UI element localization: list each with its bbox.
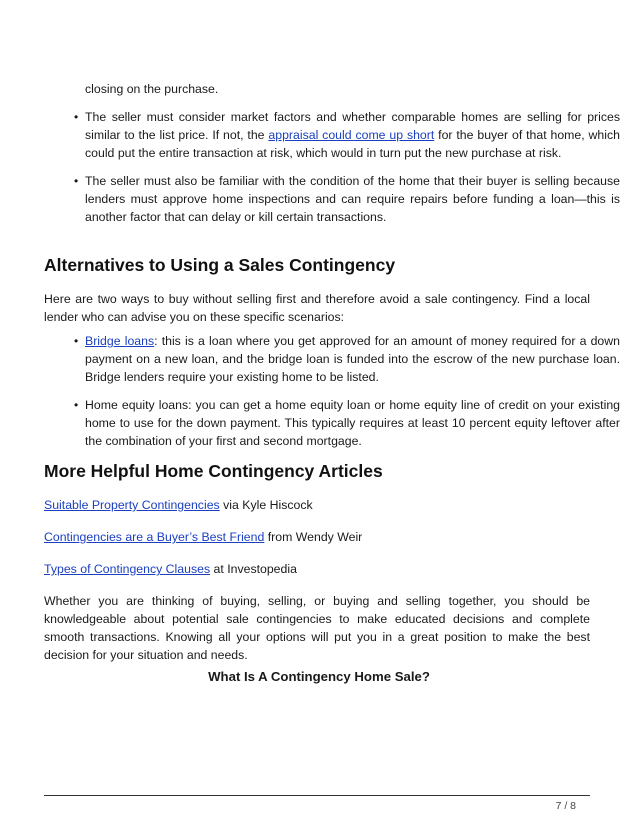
page-number: 7 / 8 (555, 800, 576, 812)
list-item-text: Home equity loans: you can get a home equity loan or home equity line of credit on your existing home to use for the down payment. This typically requires at least 10 percent equity leftover after the combination of your first and second mortgage. (85, 398, 620, 448)
article-line (44, 528, 590, 546)
center-title: What Is A Contingency Home Sale? (208, 669, 430, 684)
article-source: at Investopedia (210, 562, 297, 576)
section-intro: Here are two ways to buy without selling first and therefore avoid a sale contingency. Find a local lender who can advise you on these specific scenarios: (44, 292, 590, 324)
list-item-text: The seller must consider market factors and whether comparable homes are selling for prices similar to the list price. If not, the (85, 110, 620, 142)
list-item (74, 396, 620, 450)
article-source: from Wendy Weir (264, 530, 363, 544)
section-heading-articles: More Helpful Home Contingency Articles (44, 461, 383, 481)
alternatives-list (74, 332, 620, 450)
footer-divider (44, 795, 590, 796)
list-item-text: The seller must also be familiar with the condition of the home that their buyer is selling because lenders must approve home inspections and can require repairs before funding a loan—this is another factor that can delay or kill certain transactions. (85, 174, 620, 224)
article-link-buyers-best-friend[interactable]: Contingencies are a Buyer’s Best Friend (44, 530, 265, 544)
seller-considerations-list (74, 108, 620, 226)
list-item-text: for the buyer of that home, which could put the entire transaction at risk, which would in turn put the new purchase at risk. (85, 128, 620, 160)
closing-paragraph: Whether you are thinking of buying, selling, or buying and selling together, you should be knowledgeable about potential sale contingencies to make educated decisions and complete smooth transactions. Knowing all your options will put you in a great position to make the best decision for your situation and needs. (44, 594, 590, 662)
article-link-suitable-property[interactable]: Suitable Property Contingencies (44, 498, 220, 512)
article-source: via Kyle Hiscock (219, 498, 313, 512)
bridge-loans-link[interactable]: Bridge loans (85, 334, 155, 348)
list-item (74, 108, 620, 162)
continuation-text: closing on the purchase. (85, 82, 219, 96)
section-heading-alternatives: Alternatives to Using a Sales Contingency (44, 255, 396, 275)
appraisal-link[interactable]: appraisal could come up short (268, 128, 435, 142)
list-item (74, 172, 620, 226)
article-line (44, 560, 590, 578)
article-link-contingency-clauses[interactable]: Types of Contingency Clauses (44, 562, 211, 576)
list-item (74, 332, 620, 386)
article-line (44, 496, 590, 514)
list-item-text: : this is a loan where you get approved for an amount of money required for a down payment on a new loan, and the bridge loan is funded into the escrow of the new purchase loan. Bridge lenders require your existing home to be listed. (85, 334, 620, 384)
